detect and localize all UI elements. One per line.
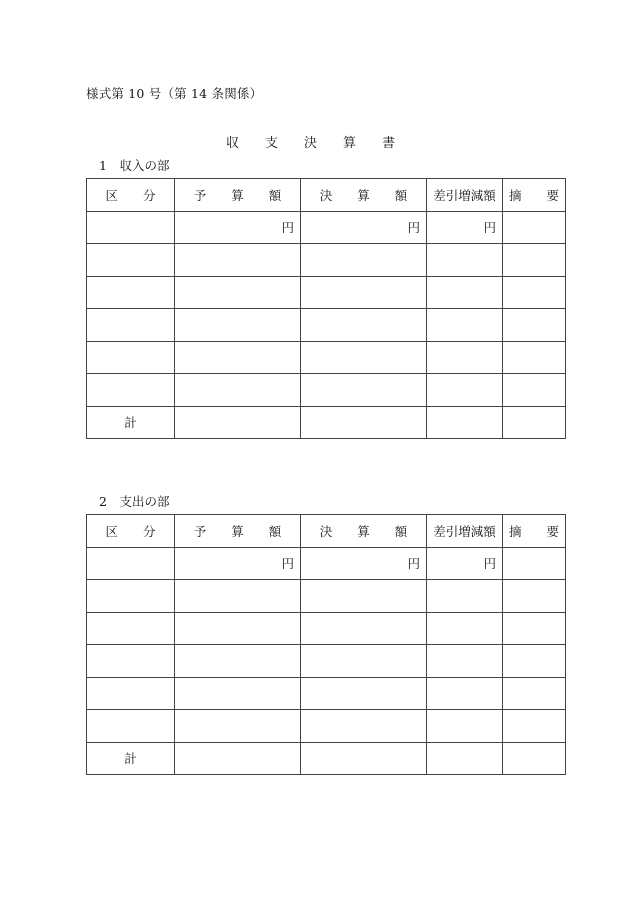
settled-cell[interactable] bbox=[301, 244, 427, 277]
difference-cell[interactable] bbox=[427, 645, 503, 678]
summary-cell[interactable] bbox=[503, 645, 566, 678]
table-header-row bbox=[87, 515, 566, 548]
difference-cell[interactable] bbox=[427, 677, 503, 710]
total-row bbox=[87, 406, 566, 439]
budget-cell[interactable] bbox=[175, 580, 301, 613]
column-header-difference: 差引増減額 bbox=[427, 179, 503, 212]
table-row bbox=[87, 612, 566, 645]
category-cell[interactable] bbox=[87, 309, 175, 342]
category-cell[interactable] bbox=[87, 276, 175, 309]
settled-cell[interactable] bbox=[301, 645, 427, 678]
summary-cell[interactable] bbox=[503, 309, 566, 342]
column-header-category: 区 分 bbox=[87, 515, 175, 548]
budget-cell[interactable] bbox=[175, 276, 301, 309]
settled-cell[interactable] bbox=[301, 710, 427, 743]
total-label: 計 bbox=[87, 742, 175, 775]
budget-cell[interactable] bbox=[175, 374, 301, 407]
form-number-label: 様式第 10 号（第 14 条関係） bbox=[86, 86, 263, 101]
budget-cell[interactable] bbox=[175, 309, 301, 342]
category-cell[interactable] bbox=[87, 211, 175, 244]
category-cell[interactable] bbox=[87, 580, 175, 613]
table-row bbox=[87, 309, 566, 342]
difference-unit-cell[interactable]: 円 bbox=[427, 211, 503, 244]
budget-cell[interactable] bbox=[175, 341, 301, 374]
category-cell[interactable] bbox=[87, 612, 175, 645]
table-header-row bbox=[87, 179, 566, 212]
category-cell[interactable] bbox=[87, 244, 175, 277]
budget-cell[interactable] bbox=[175, 244, 301, 277]
budget-unit-cell[interactable]: 円 bbox=[175, 547, 301, 580]
expenditure-section-heading: 2 支出の部 bbox=[99, 494, 170, 509]
category-cell[interactable] bbox=[87, 645, 175, 678]
difference-cell[interactable] bbox=[427, 580, 503, 613]
table-row bbox=[87, 244, 566, 277]
total-label: 計 bbox=[87, 406, 175, 439]
table-row bbox=[87, 547, 566, 580]
document-title: 収 支 決 算 書 bbox=[226, 136, 396, 151]
settled-cell[interactable] bbox=[301, 374, 427, 407]
column-header-difference: 差引増減額 bbox=[427, 515, 503, 548]
summary-cell[interactable] bbox=[503, 710, 566, 743]
table-row bbox=[87, 374, 566, 407]
difference-cell[interactable] bbox=[427, 710, 503, 743]
difference-total-cell[interactable] bbox=[427, 406, 503, 439]
summary-total-cell[interactable] bbox=[503, 406, 566, 439]
summary-total-cell[interactable] bbox=[503, 742, 566, 775]
income-section-heading: 1 収入の部 bbox=[99, 158, 170, 173]
category-cell[interactable] bbox=[87, 374, 175, 407]
table-row bbox=[87, 211, 566, 244]
budget-cell[interactable] bbox=[175, 645, 301, 678]
summary-cell[interactable] bbox=[503, 211, 566, 244]
summary-cell[interactable] bbox=[503, 341, 566, 374]
settled-total-cell[interactable] bbox=[301, 742, 427, 775]
difference-total-cell[interactable] bbox=[427, 742, 503, 775]
table-row bbox=[87, 341, 566, 374]
table-row bbox=[87, 276, 566, 309]
settled-cell[interactable] bbox=[301, 580, 427, 613]
settled-cell[interactable] bbox=[301, 341, 427, 374]
budget-total-cell[interactable] bbox=[175, 406, 301, 439]
category-cell[interactable] bbox=[87, 547, 175, 580]
budget-cell[interactable] bbox=[175, 710, 301, 743]
budget-unit-cell[interactable]: 円 bbox=[175, 211, 301, 244]
summary-cell[interactable] bbox=[503, 677, 566, 710]
table-row bbox=[87, 710, 566, 743]
summary-cell[interactable] bbox=[503, 276, 566, 309]
income-table bbox=[86, 178, 566, 439]
settled-unit-cell[interactable]: 円 bbox=[301, 547, 427, 580]
column-header-summary: 摘 要 bbox=[503, 179, 566, 212]
difference-unit-cell[interactable]: 円 bbox=[427, 547, 503, 580]
difference-cell[interactable] bbox=[427, 309, 503, 342]
summary-cell[interactable] bbox=[503, 244, 566, 277]
table-row bbox=[87, 645, 566, 678]
column-header-budget: 予 算 額 bbox=[175, 515, 301, 548]
budget-cell[interactable] bbox=[175, 677, 301, 710]
column-header-budget: 予 算 額 bbox=[175, 179, 301, 212]
table-row bbox=[87, 677, 566, 710]
summary-cell[interactable] bbox=[503, 612, 566, 645]
difference-cell[interactable] bbox=[427, 276, 503, 309]
summary-cell[interactable] bbox=[503, 547, 566, 580]
column-header-summary: 摘 要 bbox=[503, 515, 566, 548]
settled-cell[interactable] bbox=[301, 677, 427, 710]
difference-cell[interactable] bbox=[427, 374, 503, 407]
expenditure-table bbox=[86, 514, 566, 775]
category-cell[interactable] bbox=[87, 341, 175, 374]
column-header-category: 区 分 bbox=[87, 179, 175, 212]
settled-total-cell[interactable] bbox=[301, 406, 427, 439]
budget-cell[interactable] bbox=[175, 612, 301, 645]
column-header-settled: 決 算 額 bbox=[301, 179, 427, 212]
settled-cell[interactable] bbox=[301, 309, 427, 342]
category-cell[interactable] bbox=[87, 677, 175, 710]
settled-unit-cell[interactable]: 円 bbox=[301, 211, 427, 244]
summary-cell[interactable] bbox=[503, 374, 566, 407]
summary-cell[interactable] bbox=[503, 580, 566, 613]
table-row bbox=[87, 580, 566, 613]
column-header-settled: 決 算 額 bbox=[301, 515, 427, 548]
budget-total-cell[interactable] bbox=[175, 742, 301, 775]
settled-cell[interactable] bbox=[301, 612, 427, 645]
category-cell[interactable] bbox=[87, 710, 175, 743]
difference-cell[interactable] bbox=[427, 244, 503, 277]
settled-cell[interactable] bbox=[301, 276, 427, 309]
difference-cell[interactable] bbox=[427, 612, 503, 645]
total-row bbox=[87, 742, 566, 775]
difference-cell[interactable] bbox=[427, 341, 503, 374]
